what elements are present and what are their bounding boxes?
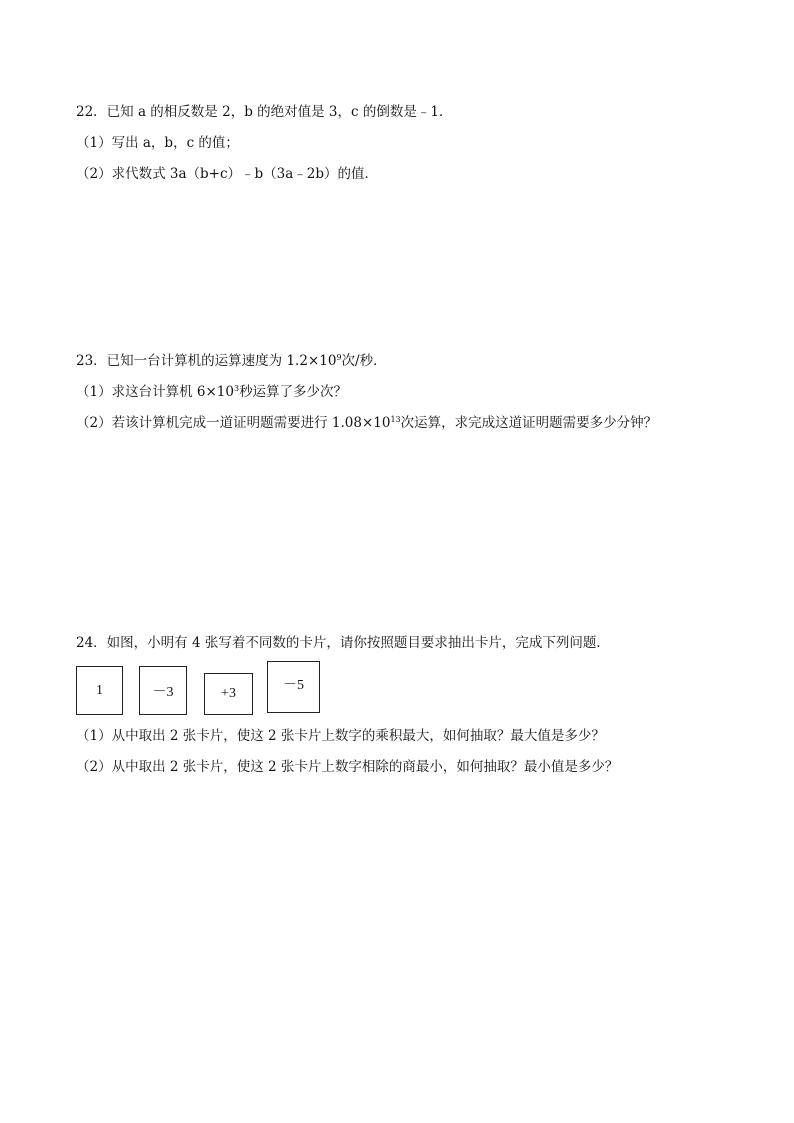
q23-stem: 23．已知一台计算机的运算速度为 $1.2\times 10^9$次/秒．	[76, 353, 387, 369]
q22-part1: （1）写出 a，b，c 的值；	[76, 135, 239, 151]
q23-part1: （1）求这台计算机 $6\times 10^3$秒运算了多少次？	[76, 384, 348, 400]
q24-stem: 24．如图，小明有 4 张写着不同数的卡片，请你按照题目要求抽出卡片，完成下列问题．	[76, 635, 610, 651]
card-4: －5	[267, 661, 320, 713]
card-3: +3	[204, 673, 253, 715]
q22-part2: （2）求代数式 3a（b+c）﹣b（3a﹣2b）的值．	[76, 166, 379, 182]
card-2: －3	[139, 666, 187, 715]
q22-stem: 22．已知 a 的相反数是 2，b 的绝对值是 3，c 的倒数是﹣1．	[76, 104, 453, 120]
card-1: 1	[76, 666, 123, 715]
q23-part2: （2）若该计算机完成一道证明题需要进行 $1.08\times 10^{13}$次运算，求完成这道证明题需要多少分钟？	[76, 415, 658, 431]
q24-part2: （2）从中取出 2 张卡片，使这 2 张卡片上数字相除的商最小，如何抽取？最小值是多少？	[76, 759, 619, 775]
q24-part1: （1）从中取出 2 张卡片，使这 2 张卡片上数字的乘积最大，如何抽取？最大值是多少？	[76, 728, 605, 744]
